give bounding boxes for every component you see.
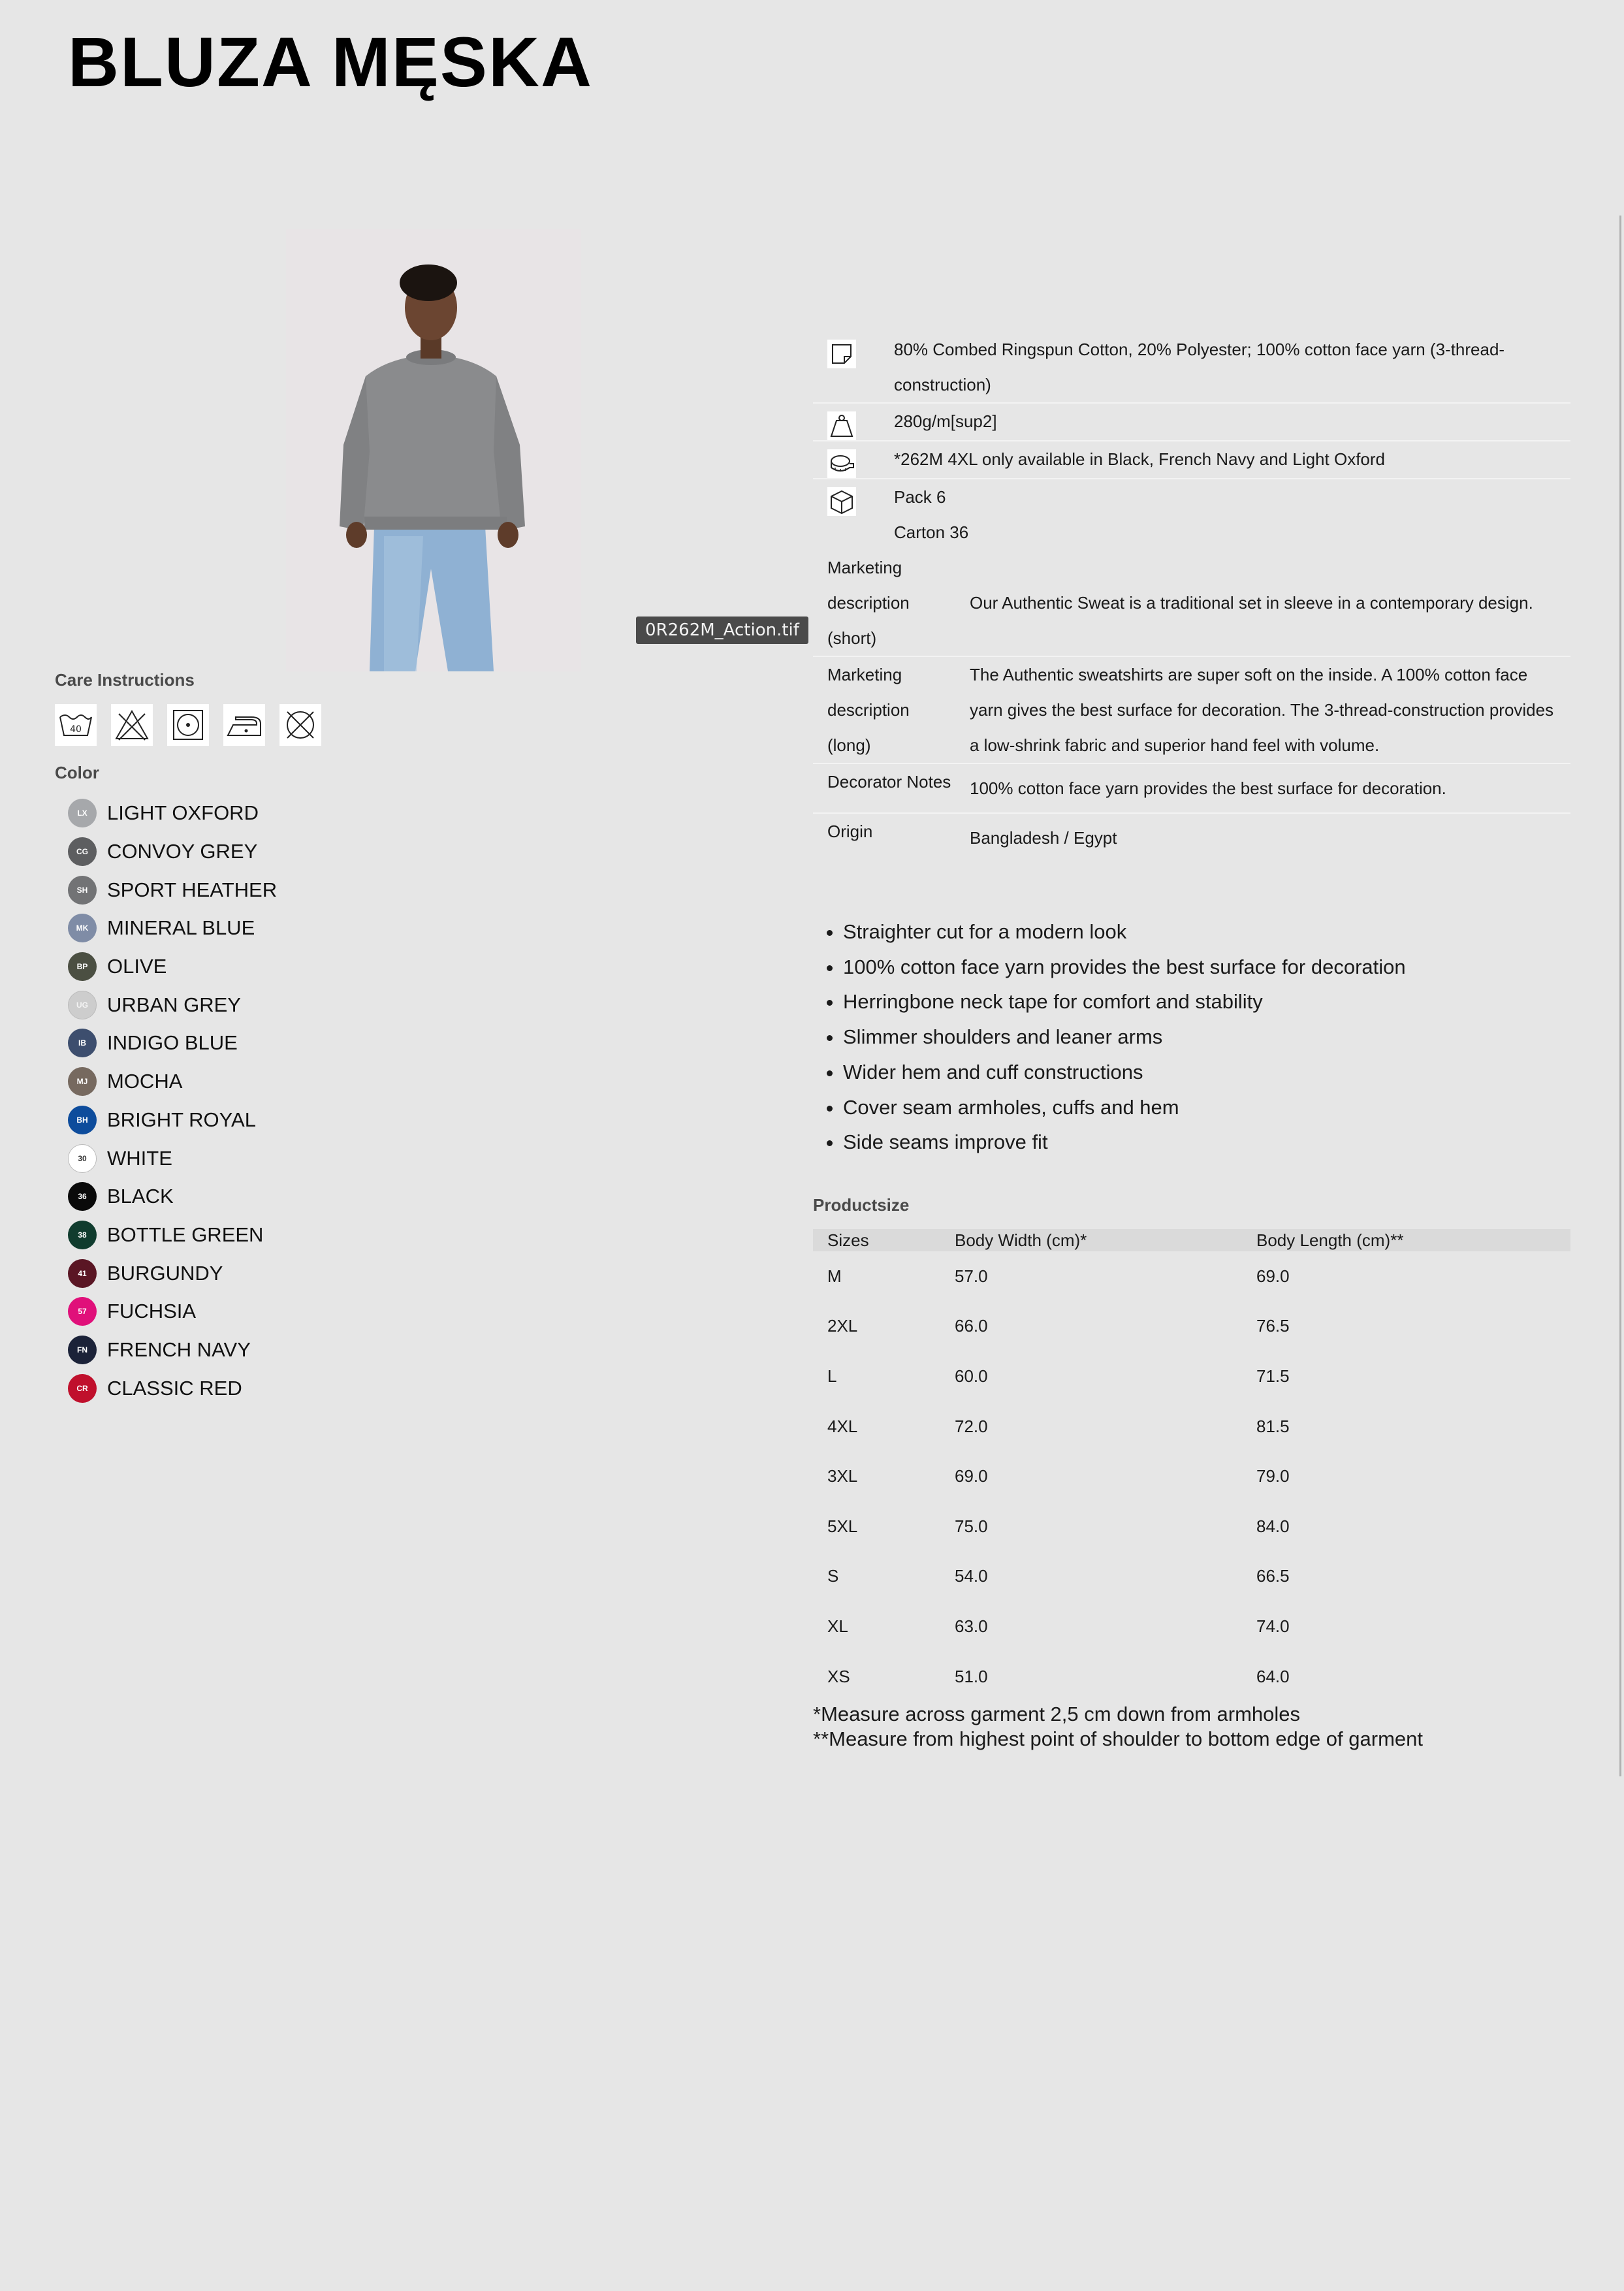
body-width-cell: 57.0 [955, 1266, 988, 1286]
body-length-cell: 74.0 [1256, 1616, 1290, 1636]
body-length-cell: 66.5 [1256, 1566, 1290, 1586]
body-length-cell: 76.5 [1256, 1316, 1290, 1336]
color-swatch: IB [68, 1029, 97, 1057]
product-photo[interactable] [286, 229, 581, 671]
color-item [68, 1178, 277, 1216]
color-item [68, 1101, 277, 1140]
care-instructions-label: Care Instructions [55, 670, 195, 690]
color-item [68, 1024, 277, 1063]
table-row [813, 1251, 1570, 1302]
color-swatch: UG [68, 991, 97, 1019]
color-item [68, 1063, 277, 1101]
carton-value: Carton 36 [894, 522, 969, 542]
feature-item: • Wider hem and cuff constructions [843, 1055, 1406, 1090]
spec-origin: Origin Bangladesh / Egypt [827, 822, 1117, 848]
size-table [813, 1229, 1570, 1701]
color-swatch: 30 [68, 1144, 97, 1173]
color-name: FUCHSIA [107, 1300, 197, 1323]
model-illustration [286, 229, 581, 671]
color-item [68, 1254, 277, 1292]
color-name: WHITE [107, 1146, 172, 1170]
table-row [813, 1501, 1570, 1552]
color-swatch: MK [68, 914, 97, 942]
feature-list [813, 914, 1406, 1160]
color-swatch: MJ [68, 1067, 97, 1096]
iron-low-icon [223, 704, 265, 746]
table-row [813, 1652, 1570, 1702]
table-row [813, 1601, 1570, 1652]
color-item [68, 1369, 277, 1407]
weight-icon [827, 411, 856, 440]
size-cell: 3XL [827, 1466, 858, 1486]
color-name: INDIGO BLUE [107, 1031, 238, 1055]
color-swatch: SH [68, 876, 97, 905]
color-item [68, 1331, 277, 1370]
color-item [68, 871, 277, 909]
color-list [68, 794, 277, 1407]
size-note-width: *Measure across garment 2,5 cm down from armholes [813, 1703, 1301, 1725]
body-width-cell: 66.0 [955, 1316, 988, 1336]
header-body-length: Body Length (cm)** [1256, 1229, 1570, 1251]
color-swatch: CG [68, 837, 97, 866]
size-cell: 5XL [827, 1516, 858, 1536]
feature-item: • Herringbone neck tape for comfort and stability [843, 984, 1406, 1019]
spec-packaging [813, 479, 1570, 550]
color-name: MINERAL BLUE [107, 916, 255, 940]
pack-value: Pack 6 [894, 487, 946, 507]
feature-item: • Slimmer shoulders and leaner arms [843, 1019, 1406, 1055]
size-cell: XL [827, 1616, 848, 1636]
color-item [68, 1139, 277, 1178]
spec-marketing-short: Marketing description (short) Our Authentic Sweat is a traditional set in sleeve in a contemporary design. [813, 550, 1570, 657]
size-cell: S [827, 1566, 839, 1586]
header-sizes: Sizes [813, 1229, 955, 1251]
body-length-cell: 84.0 [1256, 1516, 1290, 1536]
color-swatch: FN [68, 1336, 97, 1364]
care-icons [55, 704, 321, 746]
size-cell: L [827, 1366, 837, 1386]
feature-item: • Straighter cut for a modern look [843, 914, 1406, 950]
table-row [813, 1451, 1570, 1501]
color-name: URBAN GREY [107, 993, 241, 1016]
productsize-label: Productsize [813, 1195, 910, 1215]
color-swatch: BP [68, 952, 97, 981]
color-item [68, 1292, 277, 1331]
color-name: FRENCH NAVY [107, 1338, 251, 1361]
color-name: LIGHT OXFORD [107, 801, 259, 825]
color-name: BURGUNDY [107, 1261, 223, 1285]
color-item [68, 948, 277, 986]
body-width-cell: 69.0 [955, 1466, 988, 1486]
table-row [813, 1402, 1570, 1452]
color-item [68, 1216, 277, 1255]
color-label: Color [55, 763, 99, 782]
color-name: BRIGHT ROYAL [107, 1108, 256, 1131]
measuring-tape-icon [827, 449, 856, 478]
body-length-cell: 81.5 [1256, 1416, 1290, 1436]
color-swatch: BH [68, 1106, 97, 1134]
table-row [813, 1302, 1570, 1352]
body-length-cell: 69.0 [1256, 1266, 1290, 1286]
page-title: BLUZA MĘSKA [68, 22, 593, 101]
fabric-icon [827, 340, 856, 368]
spec-table [813, 332, 1570, 862]
color-name: CONVOY GREY [107, 840, 258, 863]
color-item [68, 794, 277, 833]
header-body-width: Body Width (cm)* [955, 1229, 1256, 1251]
color-item [68, 909, 277, 948]
wash-40-icon [55, 704, 97, 746]
table-row [813, 1351, 1570, 1402]
body-length-cell: 79.0 [1256, 1466, 1290, 1486]
feature-item: • 100% cotton face yarn provides the best surface for decoration [843, 950, 1406, 985]
size-cell: 2XL [827, 1316, 858, 1336]
spec-sizes-note: *262M 4XL only available in Black, French Navy and Light Oxford [813, 441, 1570, 479]
color-item [68, 833, 277, 871]
body-width-cell: 60.0 [955, 1366, 988, 1386]
body-width-cell: 51.0 [955, 1666, 988, 1686]
spec-weight: 280g/m[sup2] [813, 404, 1570, 441]
no-dry-clean-icon [279, 704, 321, 746]
feature-item: • Cover seam armholes, cuffs and hem [843, 1090, 1406, 1125]
image-filename-tooltip: 0R262M_Action.tif [636, 617, 808, 644]
color-swatch: LX [68, 799, 97, 827]
tumble-dry-icon [167, 704, 209, 746]
spec-marketing-long: Marketing description (long) The Authentic sweatshirts are super soft on the inside. A 100% cotton face yarn gives the best surface for decoration. The 3-thread-construction provides a low-shrink fabric and superior hand feel with volume. [813, 657, 1570, 764]
color-swatch: CR [68, 1374, 97, 1403]
body-width-cell: 63.0 [955, 1616, 988, 1636]
spec-decorator-notes: Decorator Notes 100% cotton face yarn provides the best surface for decoration. [813, 764, 1570, 814]
table-row [813, 1552, 1570, 1602]
size-cell: M [827, 1266, 842, 1286]
body-length-cell: 64.0 [1256, 1666, 1290, 1686]
body-length-cell: 71.5 [1256, 1366, 1290, 1386]
feature-item: • Side seams improve fit [843, 1125, 1406, 1160]
color-name: SPORT HEATHER [107, 878, 278, 901]
page-scrollbar[interactable] [1619, 216, 1621, 1776]
color-name: BLACK [107, 1185, 174, 1208]
body-width-cell: 72.0 [955, 1416, 988, 1436]
color-swatch: 38 [68, 1221, 97, 1249]
size-table-header [813, 1229, 1570, 1251]
box-icon [827, 487, 856, 516]
body-width-cell: 54.0 [955, 1566, 988, 1586]
color-name: MOCHA [107, 1070, 183, 1093]
color-name: OLIVE [107, 955, 167, 978]
spec-material: 80% Combed Ringspun Cotton, 20% Polyester; 100% cotton face yarn (3-thread-construction) [813, 332, 1570, 404]
color-swatch: 41 [68, 1259, 97, 1288]
body-width-cell: 75.0 [955, 1516, 988, 1536]
color-swatch: 36 [68, 1182, 97, 1211]
no-bleach-icon [111, 704, 153, 746]
size-cell: 4XL [827, 1416, 858, 1436]
size-note-length: **Measure from highest point of shoulder to bottom edge of garment [813, 1727, 1423, 1750]
color-name: CLASSIC RED [107, 1376, 242, 1400]
color-swatch: 57 [68, 1297, 97, 1326]
wash-temp: 40 [70, 724, 82, 735]
color-item [68, 985, 277, 1024]
size-cell: XS [827, 1666, 850, 1686]
color-name: BOTTLE GREEN [107, 1223, 264, 1246]
size-notes [813, 1702, 1423, 1752]
